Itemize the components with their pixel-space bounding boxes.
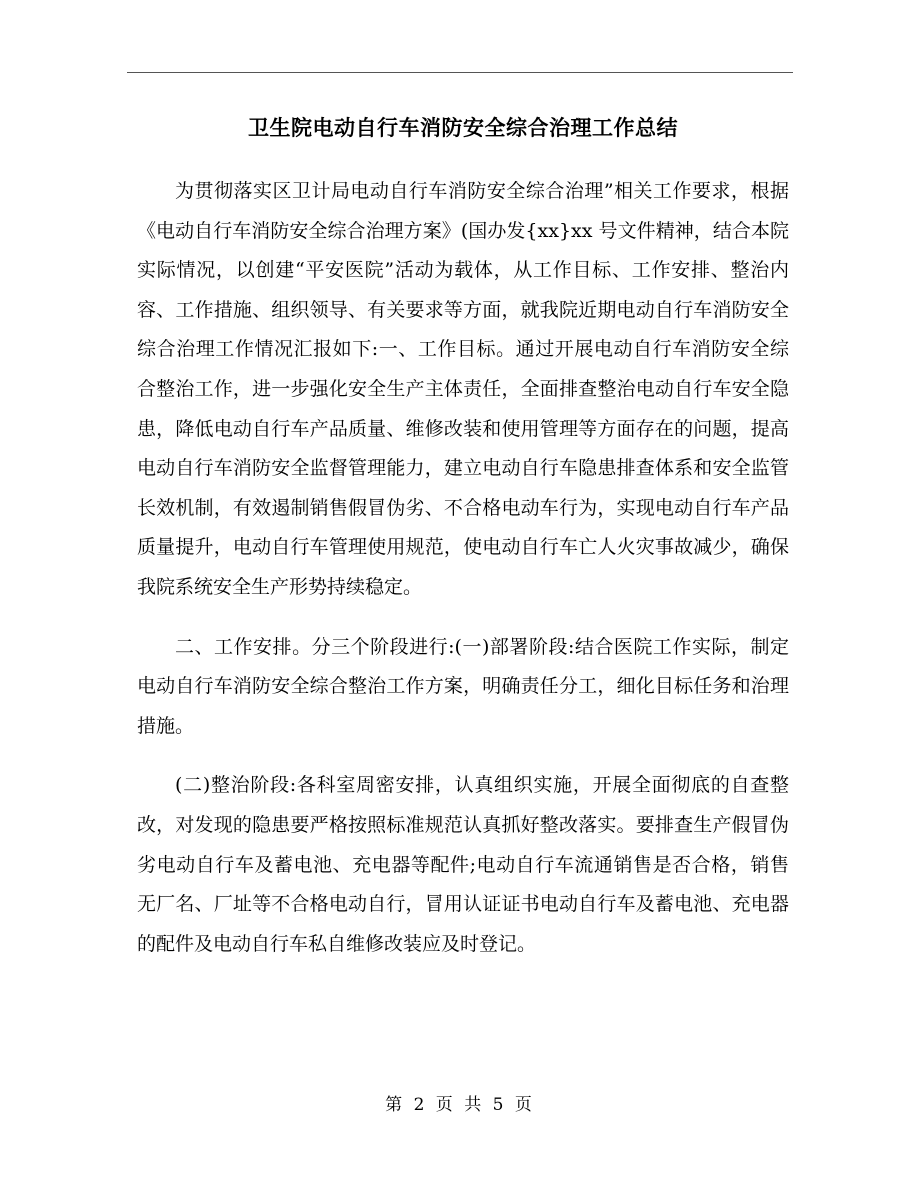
paragraph-3: (二)整治阶段:各科室周密安排，认真组织实施，开展全面彻底的自查整改，对发现的隐患要严格按照标准规范认真抓好整改落实。要排查生产假冒伪劣电动自行车及蓄电池、充电器等配件;电动自行车流通销售是否合格，销售无厂名、厂址等不合格电动自行，冒用认证证书电动自行车及蓄电池、充电器的配件及电动自行车私自维修改装应及时登记。 — [137, 774, 789, 955]
document-title: 卫生院电动自行车消防安全综合治理工作总结 — [248, 116, 678, 140]
document-body — [137, 112, 789, 984]
paragraph-2: 二、工作安排。分三个阶段进行:(一)部署阶段:结合医院工作实际，制定电动自行车消防安全综合整治工作方案，明确责任分工，细化目标任务和治理措施。 — [137, 635, 789, 737]
page-number: 第 2 页 共 5 页 — [385, 1095, 535, 1115]
paragraph-1: 为贯彻落实区卫计局电动自行车消防安全综合治理”相关工作要求，根据《电动自行车消防安全综合治理方案》(国办发{xx}xx 号文件精神，结合本院实际情况，以创建“平安医院”活动为载体，从工作目标、工作安排、整治内容、工作措施、组织领导、有关要求等方面，就我院近期电动自行车消防安全综合治理工作情况汇报如下:一、工作目标。通过开展电动自行车消防安全综合整治工作，进一步强化安全生产主体责任，全面排查整治电动自行车安全隐患，降低电动自行车产品质量、维修改装和使用管理等方面存在的问题，提高电动自行车消防安全监督管理能力，建立电动自行车隐患排查体系和安全监管长效机制，有效遏制销售假冒伪劣、不合格电动车行为，实现电动自行车产品质量提升，电动自行车管理使用规范，使电动自行车亡人火灾事故减少，确保我院系统安全生产形势持续稳定。 — [137, 180, 789, 598]
header-rule — [127, 72, 793, 73]
